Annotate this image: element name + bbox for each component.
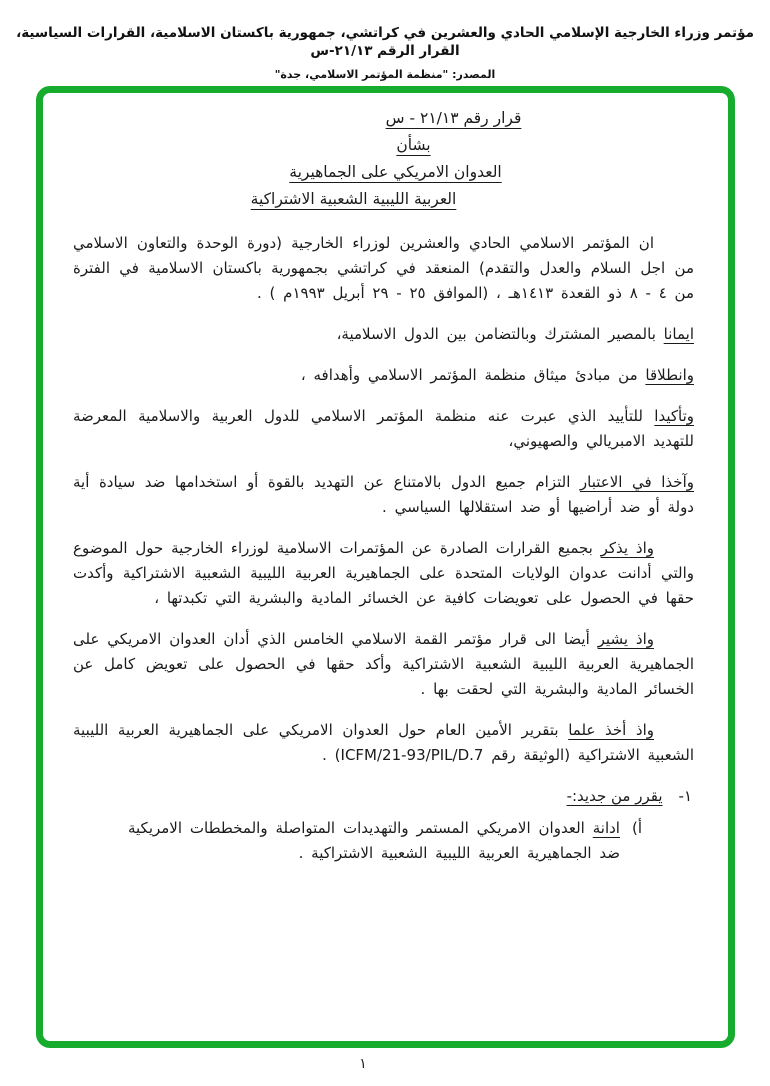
resolution-title-number: قرار رقم ٢١/١٣ - س: [385, 109, 522, 127]
paragraph-text: بجميع القرارات الصادرة عن المؤتمرات الاسلامية لوزراء الخارجية حول الموضوع والتي أدانت عدوان الولايات المتحدة على الجماهيرية العربية الليبية الشعبية الاشتراكية وأكدت حقها في الحصول على تعويضات كافية عن الخسائر المادية والبشرية التي تكبدتها ،: [73, 539, 694, 607]
paragraph-text: أيضا الى قرار مؤتمر القمة الاسلامي الخامس الذي أدان العدوان الامريكي على الجماهيرية العربية الليبية الشعبية الاشتراكية وأكد حقها في الحصول على تعويض كامل عن الخسائر المادية والبشرية التي لحقت بها .: [73, 630, 694, 698]
sub-item-body: العدوان الامريكي المستمر والتهديدات المتواصلة والمخططات الامريكية ضد الجماهيرية العربية الليبية الشعبية الاشتراكية .: [127, 819, 620, 862]
resolution-item-number: ١-: [678, 787, 692, 805]
resolution-title: [73, 105, 694, 213]
resolution-title-subject-2: العربية الليبية الشعبية الاشتراكية: [250, 190, 457, 208]
preamble-paragraph: [73, 470, 694, 520]
preamble-paragraph: [73, 231, 694, 306]
paragraph-text: بالمصير المشترك وبالتضامن بين الدول الاسلامية،: [336, 325, 656, 343]
preamble-paragraph: [73, 536, 694, 611]
page-header: [0, 24, 770, 81]
paragraph-lead-word: واذ يذكر: [600, 539, 654, 557]
paragraph-lead-word: واذ أخذ علما: [568, 721, 654, 739]
resolution-title-regarding: بشأن: [396, 136, 431, 154]
paragraph-text: للتأييد الذي عبرت عنه منظمة المؤتمر الاسلامي للدول العربية والاسلامية المعرضة للتهديد الامبريالي والصهيوني،: [73, 407, 694, 450]
sub-item-lead-word: ادانة: [592, 819, 620, 837]
paragraph-lead-word: واذ يشير: [597, 630, 654, 648]
preamble-paragraph: [73, 322, 694, 347]
paragraph-text: ان المؤتمر الاسلامي الحادي والعشرين لوزراء الخارجية (دورة الوحدة والتعاون الاسلامي من اجل السلام والعدل والتقدم) المنعقد في كراتشي بجمهورية باكستان الاسلامية في الفترة من ٤ - ٨ ذو القعدة ١٤١٣هـ ، (الموافق ٢٥ - ٢٩ أبريل ١٩٩٣م ) .: [73, 234, 694, 302]
page-number: ١: [359, 1056, 367, 1072]
paragraph-lead-word: وانطلاقا: [645, 366, 694, 384]
header-source-title: مؤتمر وزراء الخارجية الإسلامي الحادي والعشرين في كراتشي، جمهورية باكستان الاسلامية، القرارات السياسية، القرار الرقم ٢١/١٣-س: [16, 25, 754, 59]
paragraph-lead-word: وآخذا في الاعتبار: [579, 473, 694, 491]
sub-item-marker: أ): [631, 819, 642, 837]
paragraph-lead-word: ايمانا: [663, 325, 694, 343]
resolution-title-subject-1: العدوان الامريكي على الجماهيرية: [289, 163, 502, 181]
paragraph-lead-word: وتأكيدا: [654, 407, 694, 425]
paragraph-text: بتقرير الأمين العام حول العدوان الامريكي على الجماهيرية العربية الليبية الشعبية الاشتراكية (الوثيقة رقم ICFM/21-93/PIL/D.7) .: [73, 721, 694, 764]
paragraph-text: التزام جميع الدول بالامتناع عن التهديد بالقوة أو استخدامها ضد سيادة أية دولة أو ضد أراضيها أو ضد استقلالها السياسي .: [73, 473, 694, 516]
sub-item-text: [128, 816, 620, 866]
preamble-paragraph: [73, 363, 694, 388]
resolution-sub-item: [73, 816, 642, 866]
header-source-line: المصدر: "منظمة المؤتمر الاسلامي، جدة": [274, 68, 496, 81]
preamble-paragraph: [73, 404, 694, 454]
preamble-paragraph: [73, 718, 694, 768]
preamble-paragraph: [73, 627, 694, 702]
document-green-frame: [36, 86, 735, 1048]
resolution-operative-heading: يقرر من جديد:-: [566, 787, 663, 805]
resolution-operative-heading-row: [73, 784, 692, 809]
paragraph-text: من مبادئ ميثاق منظمة المؤتمر الاسلامي وأهدافه ،: [300, 366, 638, 384]
